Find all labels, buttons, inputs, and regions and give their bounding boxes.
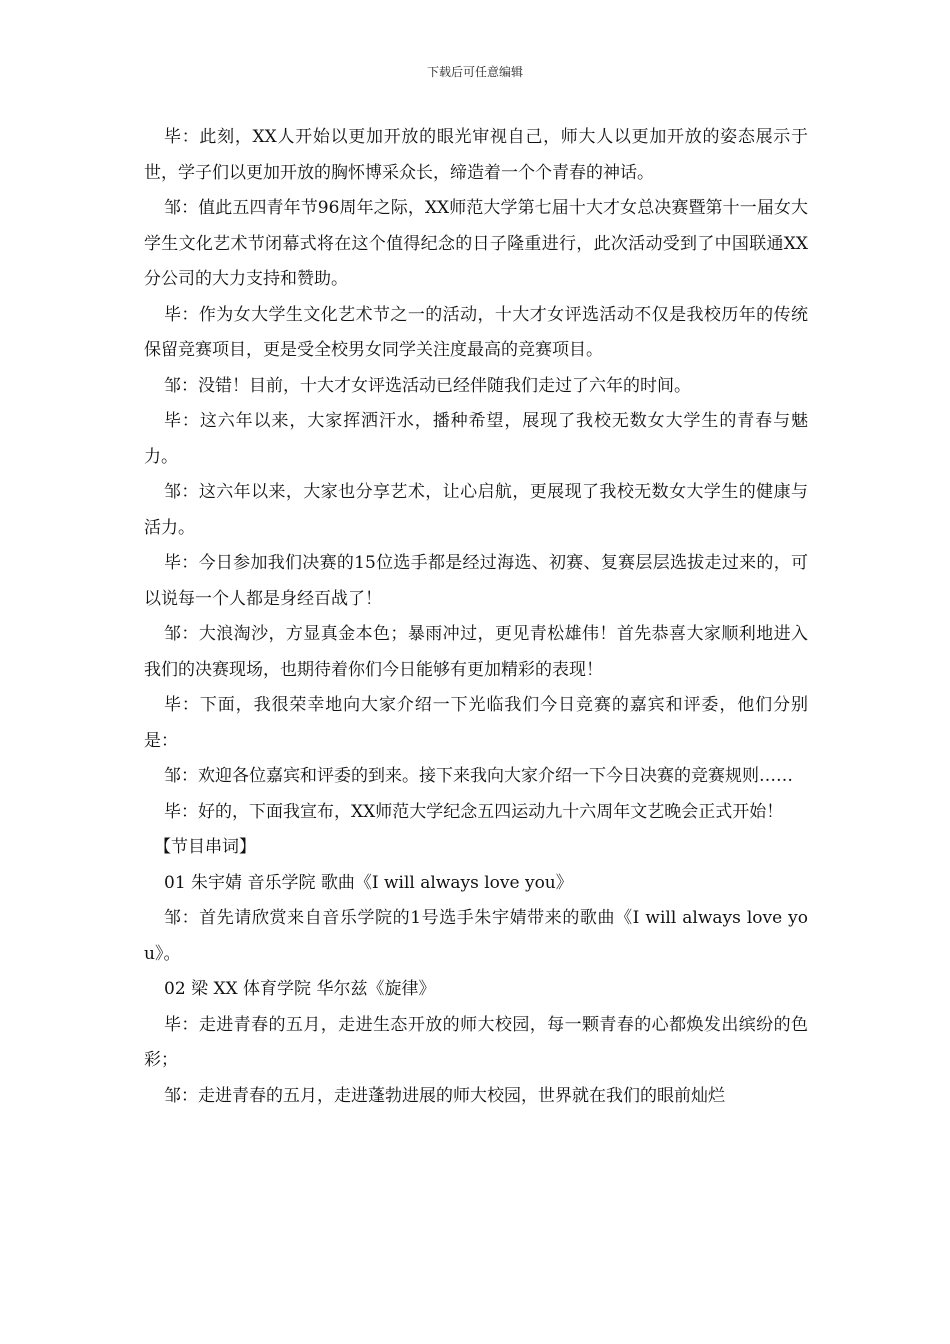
dialogue-paragraph: 邹：这六年以来，大家也分享艺术，让心启航，更展现了我校无数女大学生的健康与活力。 xyxy=(144,482,808,538)
dialogue-paragraph: 邹：走进青春的五月，走进蓬勃进展的师大校园，世界就在我们的眼前灿烂 xyxy=(164,1085,725,1106)
page-header: 下载后可任意编辑 xyxy=(426,65,523,79)
dialogue-paragraph: 邹：没错！目前，十大才女评选活动已经伴随我们走过了六年的时间。 xyxy=(164,375,691,396)
dialogue-paragraph: 毕：好的，下面我宣布，XX师范大学纪念五四运动九十六周年文艺晚会正式开始！ xyxy=(164,801,784,822)
section-title: 【节目串词】 xyxy=(154,837,256,857)
dialogue-paragraph: 毕：作为女大学生文化艺术节之一的活动，十大才女评选活动不仅是我校历年的传统保留竞赛项目，更是受全校男女同学关注度最高的竞赛项目。 xyxy=(144,304,808,360)
document-body xyxy=(144,120,808,1114)
program-item: 02 梁 XX 体育学院 华尔兹《旋律》 xyxy=(164,979,436,999)
dialogue-paragraph: 毕：走进青春的五月，走进生态开放的师大校园，每一颗青春的心都焕发出缤纷的色彩； xyxy=(144,1014,808,1070)
dialogue-paragraph: 毕：此刻，XX人开始以更加开放的眼光审视自己，师大人以更加开放的姿态展示于世，学子们以更加开放的胸怀博采众长，缔造着一个个青春的神话。 xyxy=(144,127,808,183)
dialogue-paragraph: 邹：欢迎各位嘉宾和评委的到来。接下来我向大家介绍一下今日决赛的竞赛规则…… xyxy=(164,766,793,786)
dialogue-paragraph: 毕：今日参加我们决赛的15位选手都是经过海选、初赛、复赛层层选拔走过来的，可以说每一个人都是身经百战了！ xyxy=(144,553,808,609)
dialogue-paragraph: 邹：值此五四青年节96周年之际，XX师范大学第七届十大才女总决赛暨第十一届女大学生文化艺术节闭幕式将在这个值得纪念的日子隆重进行，此次活动受到了中国联通XX分公司的大力支持和赞助。 xyxy=(144,198,808,289)
dialogue-paragraph: 毕：下面，我很荣幸地向大家介绍一下光临我们今日竞赛的嘉宾和评委，他们分别是： xyxy=(144,695,808,751)
dialogue-paragraph: 毕：这六年以来，大家挥洒汗水，播种希望，展现了我校无数女大学生的青春与魅力。 xyxy=(144,411,808,467)
dialogue-paragraph: 邹：大浪淘沙，方显真金本色；暴雨冲过，更见青松雄伟！首先恭喜大家顺利地进入我们的决赛现场，也期待着你们今日能够有更加精彩的表现！ xyxy=(144,624,808,680)
dialogue-paragraph: 邹：首先请欣赏来自音乐学院的1号选手朱宇婧带来的歌曲《I will always love you》。 xyxy=(144,908,808,964)
program-item: 01 朱宇婧 音乐学院 歌曲《I will always love you》 xyxy=(164,872,573,893)
